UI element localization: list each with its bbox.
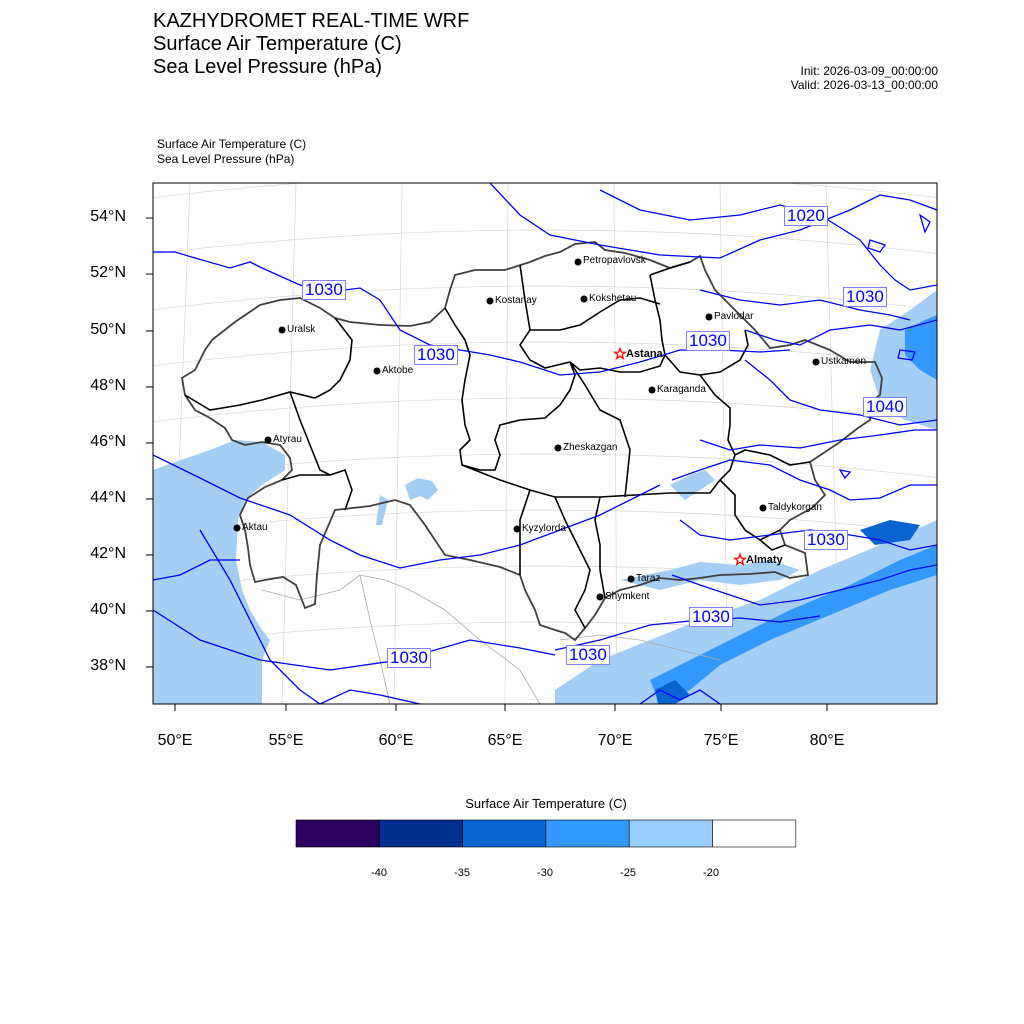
- lat-label-48n: 48°N: [90, 377, 126, 394]
- isobar-label: 1030: [689, 607, 733, 627]
- lat-label-52n: 52°N: [90, 264, 126, 281]
- city-dot: [555, 445, 562, 452]
- colorbar-title: Surface Air Temperature (C): [465, 796, 627, 811]
- city-dot: [649, 387, 656, 394]
- lon-label-65e: 65°E: [487, 732, 523, 749]
- lon-label-50e: 50°E: [157, 732, 193, 749]
- colorbar-swatch: [713, 820, 796, 847]
- city-dot: [265, 437, 272, 444]
- city-label: Kyzylorda: [522, 523, 566, 534]
- city-dot: [575, 259, 582, 266]
- map-subtitle-temperature: Surface Air Temperature (C): [157, 137, 307, 151]
- lon-label-55e: 55°E: [268, 732, 304, 749]
- lon-label-70e: 70°E: [597, 732, 633, 749]
- colorbar-tick: -40: [371, 867, 387, 879]
- isobar-label: 1030: [414, 345, 458, 365]
- city-dot: [487, 298, 494, 305]
- city-label: Pavlodar: [714, 311, 754, 322]
- colorbar-swatch: [546, 820, 629, 847]
- lon-label-75e: 75°E: [703, 732, 739, 749]
- colorbar-swatch: [379, 820, 462, 847]
- isobar-label: 1020: [784, 206, 828, 226]
- valid-time: Valid: 2026-03-13_00:00:00: [790, 78, 938, 92]
- city-label: Petropavlovsk: [583, 255, 646, 266]
- colorbar-swatch: [463, 820, 546, 847]
- lat-label-38n: 38°N: [90, 657, 126, 674]
- colorbar-tick: -20: [703, 867, 719, 879]
- colorbar-tick: -30: [537, 867, 553, 879]
- isobar-label: 1030: [387, 648, 431, 668]
- city-dot: [597, 594, 604, 601]
- isobar-label: 1030: [804, 530, 848, 550]
- lat-label-40n: 40°N: [90, 601, 126, 618]
- city-label: Aktobe: [382, 365, 414, 376]
- city-label: Uralsk: [287, 324, 316, 335]
- isobar-label: 1030: [566, 645, 610, 665]
- lat-label-44n: 44°N: [90, 489, 126, 506]
- city-label-capital: Astana: [626, 348, 663, 360]
- lon-label-60e: 60°E: [378, 732, 414, 749]
- city-dot: [760, 505, 767, 512]
- isobar-label: 1030: [302, 280, 346, 300]
- city-label: Zheskazgan: [563, 442, 618, 453]
- lat-label-46n: 46°N: [90, 433, 126, 450]
- isobar-label: 1030: [686, 331, 730, 351]
- init-time: Init: 2026-03-09_00:00:00: [800, 64, 938, 78]
- lat-label-50n: 50°N: [90, 321, 126, 338]
- city-label: Kostanay: [495, 295, 537, 306]
- city-label: Taraz: [636, 573, 661, 584]
- city-label: Taldykorgan: [768, 502, 822, 513]
- city-label: Atyrau: [273, 434, 302, 445]
- isobar-label: 1030: [843, 287, 887, 307]
- field-title-pressure: Sea Level Pressure (hPa): [153, 56, 383, 78]
- lat-label-42n: 42°N: [90, 545, 126, 562]
- lon-label-80e: 80°E: [809, 732, 845, 749]
- colorbar-swatch: [629, 820, 712, 847]
- colorbar-swatch: [296, 820, 379, 847]
- city-label: Karaganda: [657, 384, 706, 395]
- city-dot: [581, 296, 588, 303]
- city-dot: [706, 314, 713, 321]
- main-title: KAZHYDROMET REAL-TIME WRF: [153, 10, 470, 32]
- colorbar-tick: -25: [620, 867, 636, 879]
- city-label-capital: Almaty: [746, 554, 783, 566]
- field-title-temperature: Surface Air Temperature (C): [153, 33, 402, 55]
- city-dot: [628, 576, 635, 583]
- city-label: Shymkent: [605, 591, 650, 602]
- city-dot: [234, 525, 241, 532]
- city-dot: [514, 526, 521, 533]
- isobar-label: 1040: [863, 397, 907, 417]
- colorbar-tick: -35: [454, 867, 470, 879]
- city-dot: [374, 368, 381, 375]
- lat-label-54n: 54°N: [90, 208, 126, 225]
- city-label: Kokshetau: [589, 293, 637, 304]
- colorbar: [296, 820, 796, 847]
- map-subtitle-pressure: Sea Level Pressure (hPa): [157, 152, 295, 166]
- city-dot: [813, 359, 820, 366]
- city-label: Ustkamen: [821, 356, 867, 367]
- city-label: Aktau: [242, 522, 268, 533]
- city-dot: [279, 327, 286, 334]
